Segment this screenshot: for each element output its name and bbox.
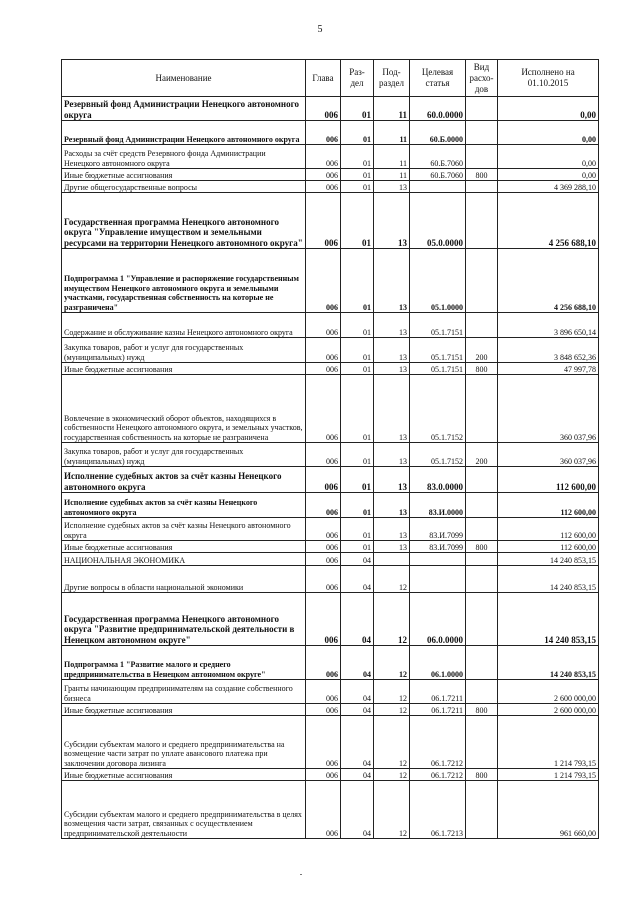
row-amount: 961 660,00 [498,781,599,839]
row-amount: 0,00 [498,97,599,121]
row-name: Государственная программа Ненецкого автономного округа "Управление имуществом и земельными ресурсами на территории Ненецкого автономного округа" [62,193,306,249]
row-subsection: 11 [374,169,410,181]
row-chapter: 006 [306,97,341,121]
table-row [62,680,599,704]
row-target: 06.1.0000 [410,646,466,680]
row-expense-type: 800 [466,541,498,553]
row-subsection: 11 [374,97,410,121]
row-section: 01 [341,467,374,493]
row-subsection: 11 [374,145,410,169]
table-row [62,181,599,193]
row-section: 04 [341,680,374,704]
row-section: 01 [341,493,374,518]
row-name: Резервный фонд Администрации Ненецкого автономного округа [62,121,306,145]
row-chapter: 006 [306,553,341,566]
row-amount: 4 256 688,10 [498,193,599,249]
table-row [62,541,599,553]
row-amount: 360 037,96 [498,443,599,467]
header-subsection: Под-раздел [374,60,410,97]
table-row [62,593,599,646]
row-target: 83.0.0000 [410,467,466,493]
row-chapter: 006 [306,646,341,680]
row-expense-type: 800 [466,769,498,781]
row-amount: 0,00 [498,169,599,181]
row-expense-type [466,193,498,249]
table-row [62,363,599,375]
row-subsection: 11 [374,121,410,145]
row-expense-type [466,566,498,593]
scan-speck [300,874,302,875]
row-amount: 112 600,00 [498,467,599,493]
row-subsection: 12 [374,716,410,769]
row-section: 04 [341,704,374,716]
row-expense-type [466,680,498,704]
row-section: 01 [341,375,374,443]
header-name: Наименование [62,60,306,97]
row-name: НАЦИОНАЛЬНАЯ ЭКОНОМИКА [62,553,306,566]
row-chapter: 006 [306,145,341,169]
row-chapter: 006 [306,338,341,363]
row-chapter: 006 [306,493,341,518]
row-amount: 1 214 793,15 [498,716,599,769]
table-row [62,493,599,518]
row-subsection: 13 [374,443,410,467]
row-name: Подпрограмма 1 "Управление и распоряжение государственным имуществом Ненецкого автономного округа и земельными участками, государственная собственность на которые не разграничена" [62,249,306,313]
row-amount: 47 997,78 [498,363,599,375]
row-target: 83.И.7099 [410,541,466,553]
row-target: 60.Б.0000 [410,121,466,145]
row-target: 05.1.0000 [410,249,466,313]
row-section: 01 [341,249,374,313]
row-amount: 3 896 650,14 [498,313,599,338]
row-expense-type: 800 [466,169,498,181]
row-target: 83.И.0000 [410,493,466,518]
row-expense-type [466,518,498,541]
row-chapter: 006 [306,443,341,467]
row-target [410,566,466,593]
row-target: 83.И.7099 [410,518,466,541]
row-target: 06.1.7211 [410,704,466,716]
row-section: 04 [341,769,374,781]
row-target: 05.1.7151 [410,363,466,375]
row-subsection: 13 [374,467,410,493]
row-amount: 2 600 000,00 [498,680,599,704]
row-subsection: 12 [374,704,410,716]
row-chapter: 006 [306,593,341,646]
header-row [62,60,599,97]
row-chapter: 006 [306,467,341,493]
row-section: 01 [341,338,374,363]
row-expense-type [466,716,498,769]
header-chapter: Глава [306,60,341,97]
row-name: Государственная программа Ненецкого автономного округа "Развитие предпринимательской деятельности в Ненецком автономном округе" [62,593,306,646]
row-name: Вовлечение в экономический оборот объектов, находящихся в собственности Ненецкого автономного округа, и земельных участков, государственная собственность на которые не разграничена [62,375,306,443]
row-target: 05.1.7152 [410,443,466,467]
row-amount: 14 240 853,15 [498,553,599,566]
header-executed: Исполнено на 01.10.2015 [498,60,599,97]
row-subsection: 12 [374,781,410,839]
table-row [62,781,599,839]
row-section: 04 [341,593,374,646]
row-section: 01 [341,443,374,467]
row-subsection: 12 [374,680,410,704]
row-expense-type [466,553,498,566]
row-expense-type [466,181,498,193]
row-subsection: 13 [374,493,410,518]
row-section: 01 [341,181,374,193]
table-row [62,553,599,566]
row-amount: 14 240 853,15 [498,646,599,680]
row-name: Исполнение судебных актов за счёт казны Ненецкого автономного округа [62,518,306,541]
row-section: 04 [341,646,374,680]
row-chapter: 006 [306,566,341,593]
row-name: Иные бюджетные ассигнования [62,541,306,553]
row-subsection: 13 [374,249,410,313]
row-target: 06.1.7212 [410,716,466,769]
row-amount: 2 600 000,00 [498,704,599,716]
row-chapter: 006 [306,704,341,716]
row-subsection: 12 [374,566,410,593]
row-subsection [374,553,410,566]
row-target: 06.1.7211 [410,680,466,704]
row-section: 04 [341,566,374,593]
row-target: 06.1.7213 [410,781,466,839]
row-name: Иные бюджетные ассигнования [62,363,306,375]
row-chapter: 006 [306,363,341,375]
row-section: 01 [341,169,374,181]
table-row [62,646,599,680]
row-amount: 0,00 [498,121,599,145]
row-target [410,181,466,193]
row-name: Иные бюджетные ассигнования [62,169,306,181]
row-name: Иные бюджетные ассигнования [62,704,306,716]
table-row [62,769,599,781]
row-amount: 112 600,00 [498,541,599,553]
row-section: 01 [341,313,374,338]
table-row [62,249,599,313]
row-subsection: 13 [374,193,410,249]
row-expense-type: 200 [466,443,498,467]
table-row [62,313,599,338]
row-name: Содержание и обслуживание казны Ненецкого автономного округа [62,313,306,338]
row-section: 04 [341,781,374,839]
row-name: Подпрограмма 1 "Развитие малого и среднего предпринимательства в Ненецком автономном округе" [62,646,306,680]
row-subsection: 13 [374,363,410,375]
table-row [62,467,599,493]
row-target: 60.0.0000 [410,97,466,121]
table-row [62,97,599,121]
row-name: Закупка товаров, работ и услуг для государственных (муниципальных) нужд [62,338,306,363]
row-target: 60.Б.7060 [410,169,466,181]
row-section: 01 [341,193,374,249]
header-target: Целевая статья [410,60,466,97]
row-target: 05.1.7151 [410,313,466,338]
row-chapter: 006 [306,181,341,193]
row-subsection: 13 [374,375,410,443]
row-target: 05.1.7151 [410,338,466,363]
row-amount: 4 256 688,10 [498,249,599,313]
table-row [62,145,599,169]
row-expense-type: 800 [466,363,498,375]
row-subsection: 12 [374,646,410,680]
row-chapter: 006 [306,169,341,181]
row-amount: 112 600,00 [498,518,599,541]
row-expense-type [466,781,498,839]
table-row [62,443,599,467]
table-row [62,716,599,769]
row-name: Другие общегосударственные вопросы [62,181,306,193]
table-row [62,169,599,181]
row-chapter: 006 [306,193,341,249]
row-target: 05.1.7152 [410,375,466,443]
row-subsection: 13 [374,181,410,193]
row-section: 01 [341,145,374,169]
row-amount: 14 240 853,15 [498,593,599,646]
row-section: 01 [341,518,374,541]
row-name: Исполнение судебных актов за счёт казны Ненецкого автономного округа [62,467,306,493]
row-expense-type: 200 [466,338,498,363]
row-section: 01 [341,121,374,145]
row-expense-type [466,593,498,646]
row-chapter: 006 [306,121,341,145]
row-expense-type [466,313,498,338]
row-subsection: 13 [374,541,410,553]
row-chapter: 006 [306,375,341,443]
row-name: Закупка товаров, работ и услуг для государственных (муниципальных) нужд [62,443,306,467]
row-section: 04 [341,553,374,566]
row-name: Субсидии субъектам малого и среднего предпринимательства в целях возмещения части затрат, связанных с осуществлением предпринимательской деятельности [62,781,306,839]
header-section: Раз-дел [341,60,374,97]
row-expense-type [466,145,498,169]
table-row [62,704,599,716]
row-expense-type [466,97,498,121]
row-name: Гранты начинающим предпринимателям на создание собственного бизнеса [62,680,306,704]
row-target: 06.1.7212 [410,769,466,781]
row-amount: 3 848 652,36 [498,338,599,363]
row-chapter: 006 [306,541,341,553]
row-expense-type [466,121,498,145]
row-expense-type [466,375,498,443]
table-row [62,121,599,145]
row-section: 01 [341,363,374,375]
row-chapter: 006 [306,769,341,781]
row-subsection: 13 [374,313,410,338]
row-amount: 14 240 853,15 [498,566,599,593]
row-expense-type [466,467,498,493]
row-target: 05.0.0000 [410,193,466,249]
row-subsection: 13 [374,338,410,363]
row-amount: 360 037,96 [498,375,599,443]
row-subsection: 13 [374,518,410,541]
row-section: 01 [341,97,374,121]
row-chapter: 006 [306,518,341,541]
table-row [62,193,599,249]
row-expense-type: 800 [466,704,498,716]
row-amount: 4 369 288,10 [498,181,599,193]
row-chapter: 006 [306,716,341,769]
row-amount: 0,00 [498,145,599,169]
row-amount: 112 600,00 [498,493,599,518]
budget-table [61,59,599,839]
table-row [62,566,599,593]
row-chapter: 006 [306,249,341,313]
row-target: 06.0.0000 [410,593,466,646]
page-number: 5 [317,24,323,35]
row-name: Резервный фонд Администрации Ненецкого автономного округа [62,97,306,121]
row-expense-type [466,249,498,313]
row-section: 04 [341,716,374,769]
row-target: 60.Б.7060 [410,145,466,169]
row-section: 01 [341,541,374,553]
row-name: Расходы за счёт средств Резервного фонда Администрации Ненецкого автономного округа [62,145,306,169]
row-chapter: 006 [306,781,341,839]
table-row [62,338,599,363]
header-expense-type: Вид расхо-дов [466,60,498,97]
row-subsection: 12 [374,593,410,646]
row-subsection: 12 [374,769,410,781]
row-expense-type [466,646,498,680]
table-row [62,518,599,541]
row-chapter: 006 [306,680,341,704]
row-amount: 1 214 793,15 [498,769,599,781]
row-target [410,553,466,566]
row-expense-type [466,493,498,518]
row-chapter: 006 [306,313,341,338]
row-name: Субсидии субъектам малого и среднего предпринимательства на возмещение части затрат по уплате авансового платежа при заключении договора лизинга [62,716,306,769]
row-name: Иные бюджетные ассигнования [62,769,306,781]
table-row [62,375,599,443]
row-name: Другие вопросы в области национальной экономики [62,566,306,593]
row-name: Исполнение судебных актов за счёт казны Ненецкого автономного округа [62,493,306,518]
